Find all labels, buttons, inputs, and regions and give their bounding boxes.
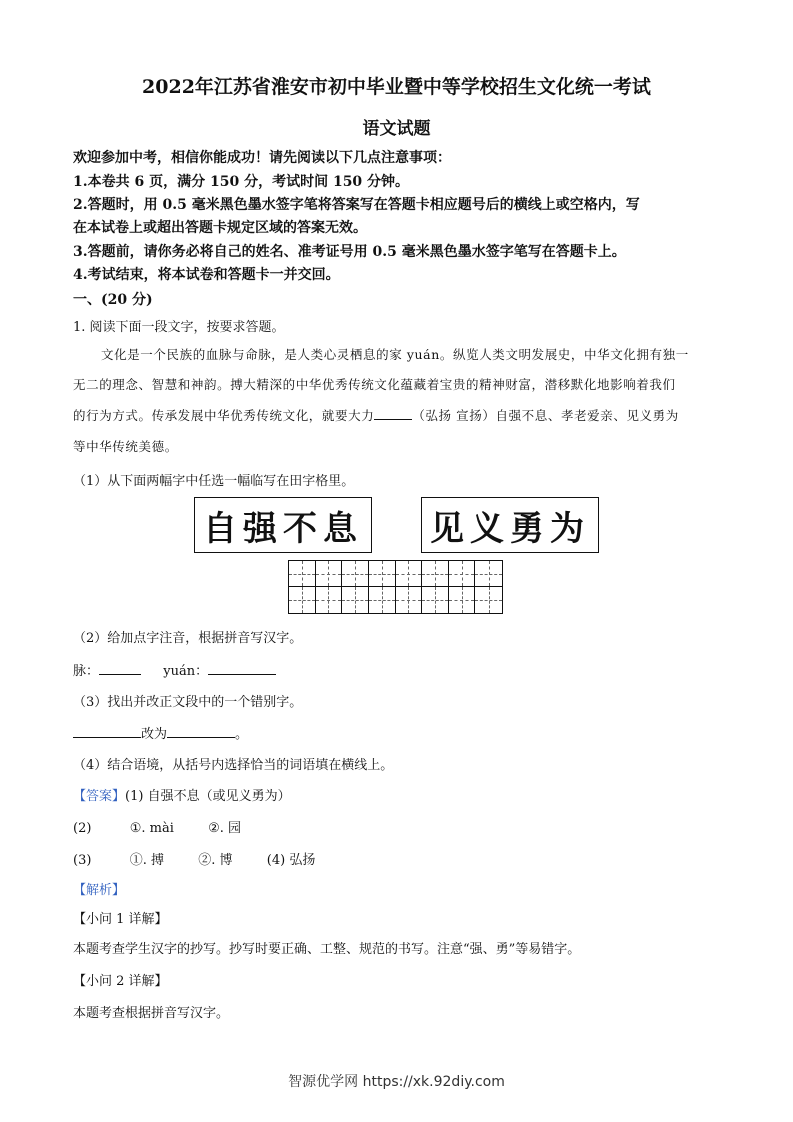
typo-answer-row (73, 723, 248, 742)
period: 。 (235, 727, 249, 742)
exam-title: 2022年江苏省淮安市初中毕业暨中等学校招生文化统一考试 (142, 76, 651, 98)
answer-line-3 (73, 849, 315, 868)
notice-item: 3.答题前，请你务必将自己的姓名、准考证号用 0.5 毫米黑色墨水签字笔写在答题卡上。 (73, 244, 626, 260)
answer-num: (3) (73, 853, 92, 868)
mai-label: 脉： (73, 664, 100, 679)
calligraphy-sample-left: 自强不息 (194, 497, 372, 553)
passage-line: 等中华传统美德。 (73, 439, 178, 454)
grid-cell[interactable] (422, 561, 449, 587)
passage-line-with-blank (73, 406, 679, 424)
analysis-q2-heading: 【小问 2 详解】 (73, 974, 168, 989)
grid-cell[interactable] (316, 587, 343, 613)
sub-question-4: （4）结合语境，从括号内选择恰当的词语填在横线上。 (73, 758, 394, 773)
typo-right-blank[interactable] (167, 725, 235, 738)
grid-cell[interactable] (289, 587, 316, 613)
grid-cell[interactable] (369, 561, 396, 587)
grid-cell[interactable] (475, 561, 502, 587)
grid-cell[interactable] (475, 587, 502, 613)
notice-intro: 欢迎参加中考，相信你能成功！请先阅读以下几点注意事项： (73, 150, 451, 166)
answer-text: ②. 博 (198, 853, 233, 868)
notice-item: 在本试卷上或超出答题卡规定区域的答案无效。 (73, 220, 367, 236)
change-to-label: 改为 (141, 727, 168, 742)
passage-line: 无二的理念、智慧和神韵。搏大精深的中华优秀传统文化蕴藏着宝贵的精神财富，潜移默化地影响着我们 (73, 377, 676, 392)
calligraphy-sample-right: 见义勇为 (421, 497, 599, 553)
answer-num: (2) (73, 821, 92, 836)
notice-item: 1.本卷共 6 页，满分 150 分，考试时间 150 分钟。 (73, 174, 410, 190)
sub-question-1: （1）从下面两幅字中任选一幅临写在田字格里。 (73, 474, 355, 489)
answer-line-1 (73, 785, 291, 804)
grid-cell[interactable] (449, 561, 476, 587)
analysis-q2-body: 本题考查根据拼音写汉字。 (73, 1006, 230, 1021)
grid-cell[interactable] (342, 587, 369, 613)
answer-text: (4) 弘扬 (266, 853, 316, 868)
analysis-q1-heading: 【小问 1 详解】 (73, 912, 168, 927)
sub-question-3: （3）找出并改正文段中的一个错别字。 (73, 695, 303, 710)
passage-line: 文化是一个民族的血脉与命脉，是人类心灵栖息的家 yuán。纵览人类文明发展史，中华文化拥有独一 (101, 347, 689, 362)
answer-text: ②. 园 (208, 821, 242, 836)
answer-text: ①. mài (129, 821, 174, 836)
grid-cell[interactable] (369, 587, 396, 613)
passage-text: （弘扬 宣扬）自强不息、孝老爱亲、见义勇为 (412, 408, 679, 423)
footer-watermark: 智源优学网 https://xk.92diy.com (288, 1074, 505, 1090)
yuan-blank[interactable] (208, 662, 276, 675)
section-heading: 一、(20 分) (73, 292, 153, 308)
typo-wrong-blank[interactable] (73, 725, 141, 738)
grid-cell[interactable] (396, 587, 423, 613)
grid-cell[interactable] (342, 561, 369, 587)
analysis-tag: 【解析】 (73, 883, 126, 898)
grid-cell[interactable] (316, 561, 343, 587)
passage-text: 的行为方式。传承发展中华优秀传统文化，就要大力 (73, 408, 375, 423)
grid-cell[interactable] (396, 561, 423, 587)
answer-line-2 (73, 817, 241, 836)
question-prompt: 1. 阅读下面一段文字，按要求答题。 (73, 320, 285, 335)
answer-tag: 【答案】 (73, 789, 126, 804)
answer-text: ①. 搏 (129, 853, 164, 868)
yuan-label: yuán： (163, 664, 209, 679)
grid-cell[interactable] (289, 561, 316, 587)
analysis-q1-body: 本题考查学生汉字的抄写。抄写时要正确、工整、规范的书写。注意“强、勇”等易错字。 (73, 942, 581, 957)
mai-blank[interactable] (99, 662, 141, 675)
sub-question-2: （2）给加点字注音，根据拼音写汉字。 (73, 631, 303, 646)
grid-cell[interactable] (422, 587, 449, 613)
notice-item: 4.考试结束，将本试卷和答题卡一并交回。 (73, 267, 340, 283)
tianzige-grid[interactable] (288, 560, 503, 614)
exam-subtitle: 语文试题 (362, 119, 431, 139)
answer-text: (1) 自强不息（或见义勇为） (125, 789, 291, 804)
grid-cell[interactable] (449, 587, 476, 613)
pinyin-answer-row (73, 660, 276, 679)
notice-item: 2.答题时，用 0.5 毫米黑色墨水签字笔将答案写在答题卡相应题号后的横线上或空格内，写 (73, 197, 640, 213)
answer-blank[interactable] (374, 407, 412, 420)
